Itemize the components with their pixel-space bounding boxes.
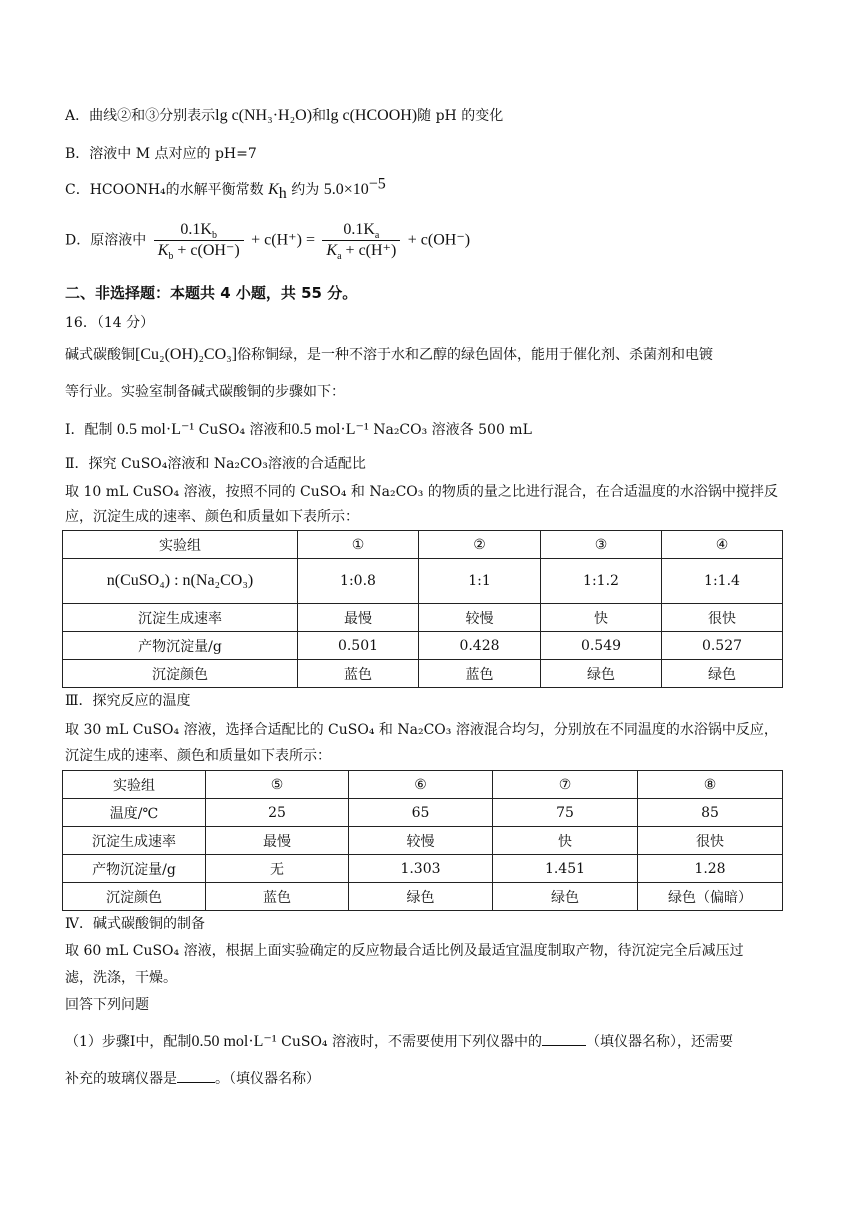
option-d-num1: 0.1K [180,221,212,238]
intro-line-2: 等行业。实验室制备碱式碳酸铜的步骤如下： [65,384,345,400]
step1-prefix: Ⅰ．配制 [65,422,113,438]
table-cell: 快 [493,827,638,855]
table-row [63,559,783,604]
sub1-mid: CuSO₄ 溶液时，不需要使用下列仪器中的 [281,1034,542,1050]
table-cell: 最慢 [298,604,419,632]
ratio-table [62,530,783,688]
question-number: 16．（14 分） [65,315,155,331]
table-cell: 1:0.8 [298,559,419,604]
table-cell: 蓝色 [298,660,419,688]
table-header-cell: ⑥ [349,771,493,799]
table-header-cell: ③ [541,531,662,559]
option-c-sub: h [278,184,287,202]
step1-conc1: 0.5 mol·L⁻¹ [116,421,195,438]
option-c-mid: 约为 [291,182,320,198]
option-a-term1: lg c(NH₃·H₂O) [215,107,313,124]
step1-suffix: Na₂CO₃ 溶液各 500 mL [373,422,532,438]
section-title: 二、非选择题：本题共 4 小题，共 55 分。 [65,284,358,302]
table-cell: 1:1.4 [662,559,783,604]
table-row [63,771,783,799]
table-header-cell: ⑧ [638,771,783,799]
table-cell: 0.549 [541,632,662,660]
option-d-den1-sub: b [168,251,174,263]
step2-title: Ⅱ．探究 CuSO₄溶液和 Na₂CO₃溶液的合适配比 [65,456,366,472]
option-d-num2: 0.1K [343,221,375,238]
intro-line-1 [65,345,713,365]
option-c-symbol: K [268,181,279,198]
sub1-mid2: （填仪器名称），还需要 [585,1034,733,1050]
option-a-term2: lg c(HCOOH) [326,107,418,124]
option-d-den2: K [326,242,338,259]
table-cell: 最慢 [206,827,349,855]
intro-suffix: 俗称铜绿，是一种不溶于水和乙醇的绿色固体，能用于催化剂、杀菌剂和电镀 [237,347,714,363]
table-row [63,660,783,688]
step3-title: Ⅲ．探究反应的温度 [65,693,191,709]
table-cell: 0.428 [419,632,541,660]
option-b-text: B．溶液中 M 点对应的 pH=7 [65,146,257,162]
table-cell: 绿色（偏暗） [638,883,783,911]
ratio-label-cell: n(CuSO₄) : n(Na₂CO₃) [63,559,298,604]
sub1-line2-prefix: 补充的玻璃仪器是 [65,1071,177,1087]
table-cell: 绿色 [541,660,662,688]
step4-title: Ⅳ．碱式碳酸铜的制备 [65,916,205,932]
table-row-label: 产物沉淀量/g [63,632,298,660]
table-cell: 65 [349,799,493,827]
table-cell: 1.303 [349,855,493,883]
option-d-plus2: + c(OH⁻) [407,231,471,249]
option-d-den2-rest: + c(H⁺) [345,242,397,259]
table-row-label: 产物沉淀量/g [63,855,206,883]
option-a-prefix: A．曲线②和③分别表示 [65,108,216,124]
option-c-value: 5.0×10 [323,181,369,198]
step2-desc-1: 取 10 mL CuSO₄ 溶液，按照不同的 CuSO₄ 和 Na₂CO₃ 的物质的量之比进行混合，在合适温度的水浴锅中搅拌反 [65,484,778,500]
step4-desc-1: 取 60 mL CuSO₄ 溶液，根据上面实验确定的反应物最合适比例及最适宜温度制取产物，待沉淀完全后减压过 [65,943,744,959]
table-row [63,632,783,660]
option-d-den1: K [157,242,169,259]
table-row-label: 沉淀颜色 [63,660,298,688]
table-cell: 蓝色 [419,660,541,688]
option-a-mid: 和 [312,108,327,124]
table-row [63,531,783,559]
table-cell: 绿色 [349,883,493,911]
option-d-num1-sub: b [211,230,217,242]
table-header-cell: ④ [662,531,783,559]
table-cell: 75 [493,799,638,827]
table-header-cell: ① [298,531,419,559]
table-cell: 较慢 [349,827,493,855]
sub1-conc: 0.50 mol·L⁻¹ [191,1033,277,1050]
table-row [63,855,783,883]
table-cell: 1:1.2 [541,559,662,604]
table-cell: 1.451 [493,855,638,883]
table-cell: 很快 [638,827,783,855]
answer-blank-1[interactable] [542,1031,586,1046]
intro-prefix: 碱式碳酸铜 [65,347,135,363]
table-cell: 85 [638,799,783,827]
answer-prompt: 回答下列问题 [65,997,149,1013]
sub-question-1-line-2 [65,1068,320,1089]
step1-conc2: 0.5 mol·L⁻¹ [291,421,369,438]
table-header-cell: ⑤ [206,771,349,799]
step1-line [65,420,532,440]
table-cell: 0.527 [662,632,783,660]
table-row-label: 沉淀颜色 [63,883,206,911]
table-header-cell: ⑦ [493,771,638,799]
table-cell: 无 [206,855,349,883]
table-header-cell: 实验组 [63,771,206,799]
table-row [63,827,783,855]
answer-blank-2[interactable] [177,1068,215,1083]
option-d-fraction-2 [322,220,400,261]
table-row [63,604,783,632]
table-row-label: 沉淀生成速率 [63,604,298,632]
sub1-prefix: （1）步骤Ⅰ中，配制 [65,1034,192,1050]
table-cell: 较慢 [419,604,541,632]
step2-desc-2: 应，沉淀生成的速率、颜色和质量如下表所示： [65,509,359,525]
option-d-num2-sub: a [374,230,380,242]
step4-desc-2: 滤，洗涤，干燥。 [65,970,177,986]
step3-desc-1: 取 30 mL CuSO₄ 溶液，选择合适配比的 CuSO₄ 和 Na₂CO₃ 溶液混合均匀，分别放在不同温度的水浴锅中反应， [65,722,778,738]
option-d-prefix: D．原溶液中 [65,232,147,249]
table-row [63,883,783,911]
table-cell: 0.501 [298,632,419,660]
option-c [65,175,386,202]
table-cell: 25 [206,799,349,827]
option-a-suffix: 随 pH 的变化 [417,108,504,124]
table-cell: 蓝色 [206,883,349,911]
option-c-prefix: C．HCOONH₄的水解平衡常数 [65,182,264,198]
option-d-plus1: + c(H⁺) = [251,231,315,249]
table-cell: 绿色 [662,660,783,688]
table-row [63,799,783,827]
option-c-exp: −5 [368,175,386,193]
table-cell: 绿色 [493,883,638,911]
table-row-label: 温度/℃ [63,799,206,827]
option-a [65,106,503,126]
sub1-line2-suffix: 。（填仪器名称） [215,1071,320,1087]
table-cell: 1.28 [638,855,783,883]
temperature-table [62,770,783,911]
step1-mid: CuSO₄ 溶液和 [198,422,292,438]
option-b [65,144,257,164]
table-header-cell: ② [419,531,541,559]
option-d-fraction-1 [154,220,244,261]
option-d-den1-rest: + c(OH⁻) [177,242,240,259]
table-header-cell: 实验组 [63,531,298,559]
intro-formula: [Cu₂(OH)₂CO₃] [135,346,238,363]
option-d [65,220,470,261]
table-cell: 很快 [662,604,783,632]
table-cell: 1:1 [419,559,541,604]
sub-question-1-line-1 [65,1031,733,1052]
option-d-den2-sub: a [337,251,342,263]
table-cell: 快 [541,604,662,632]
step3-desc-2: 沉淀生成的速率、颜色和质量如下表所示： [65,748,331,764]
table-row-label: 沉淀生成速率 [63,827,206,855]
